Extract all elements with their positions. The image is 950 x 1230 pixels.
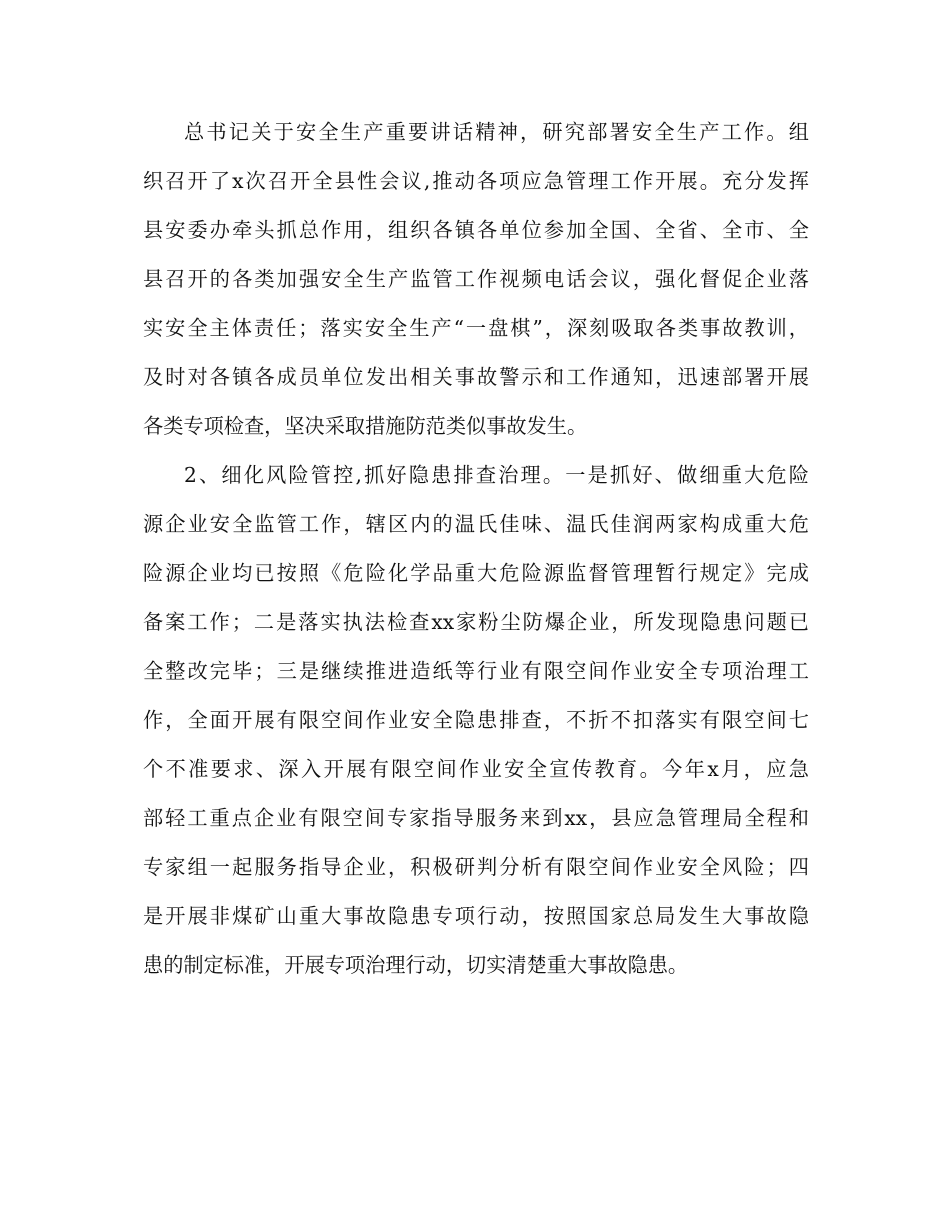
- paragraph-line: 各类专项检查，坚决采取措施防范类似事故发生。: [143, 414, 588, 438]
- paragraph-line: 险源企业均已按照《危险化学品重大危险源监督管理暂行规定》完成: [143, 561, 809, 585]
- paragraph-line: 备案工作；二是落实执法检查xx家粉尘防爆企业，所发现隐患问题已: [143, 610, 809, 634]
- paragraph-line: 县安委办牵头抓总作用，组织各镇各单位参加全国、全省、全市、全: [143, 218, 809, 242]
- paragraph-line: 个不准要求、深入开展有限空间作业安全宣传教育。今年x月，应急: [143, 757, 809, 781]
- paragraph-2: [143, 451, 809, 990]
- paragraph-line: 源企业安全监管工作，辖区内的温氏佳味、温氏佳润两家构成重大危: [143, 512, 809, 536]
- paragraph-line: 实安全主体责任；落实安全生产“一盘棋”，深刻吸取各类事故教训，: [143, 316, 809, 340]
- paragraph-line: 患的制定标准，开展专项治理行动，切实清楚重大事故隐患。: [143, 953, 689, 977]
- paragraph-1: [143, 108, 809, 451]
- paragraph-line: 县召开的各类加强安全生产监管工作视频电话会议，强化督促企业落: [143, 267, 809, 291]
- paragraph-line: 部轻工重点企业有限空间专家指导服务来到xx，县应急管理局全程和: [143, 806, 809, 830]
- paragraph-line: 全整改完毕；三是继续推进造纸等行业有限空间作业安全专项治理工: [143, 659, 809, 683]
- paragraph-line: 2、细化风险管控,抓好隐患排查治理。一是抓好、做细重大危险: [184, 463, 809, 487]
- document-body: [143, 108, 809, 990]
- paragraph-line: 及时对各镇各成员单位发出相关事故警示和工作通知，迅速部署开展: [143, 365, 809, 389]
- paragraph-line: 总书记关于安全生产重要讲话精神，研究部署安全生产工作。组: [184, 120, 809, 144]
- paragraph-line: 织召开了x次召开全县性会议,推动各项应急管理工作开展。充分发挥: [143, 169, 809, 193]
- paragraph-line: 是开展非煤矿山重大事故隐患专项行动，按照国家总局发生大事故隐: [143, 904, 809, 928]
- paragraph-line: 作，全面开展有限空间作业安全隐患排查，不折不扣落实有限空间七: [143, 708, 809, 732]
- paragraph-line: 专家组一起服务指导企业，积极研判分析有限空间作业安全风险；四: [143, 855, 809, 879]
